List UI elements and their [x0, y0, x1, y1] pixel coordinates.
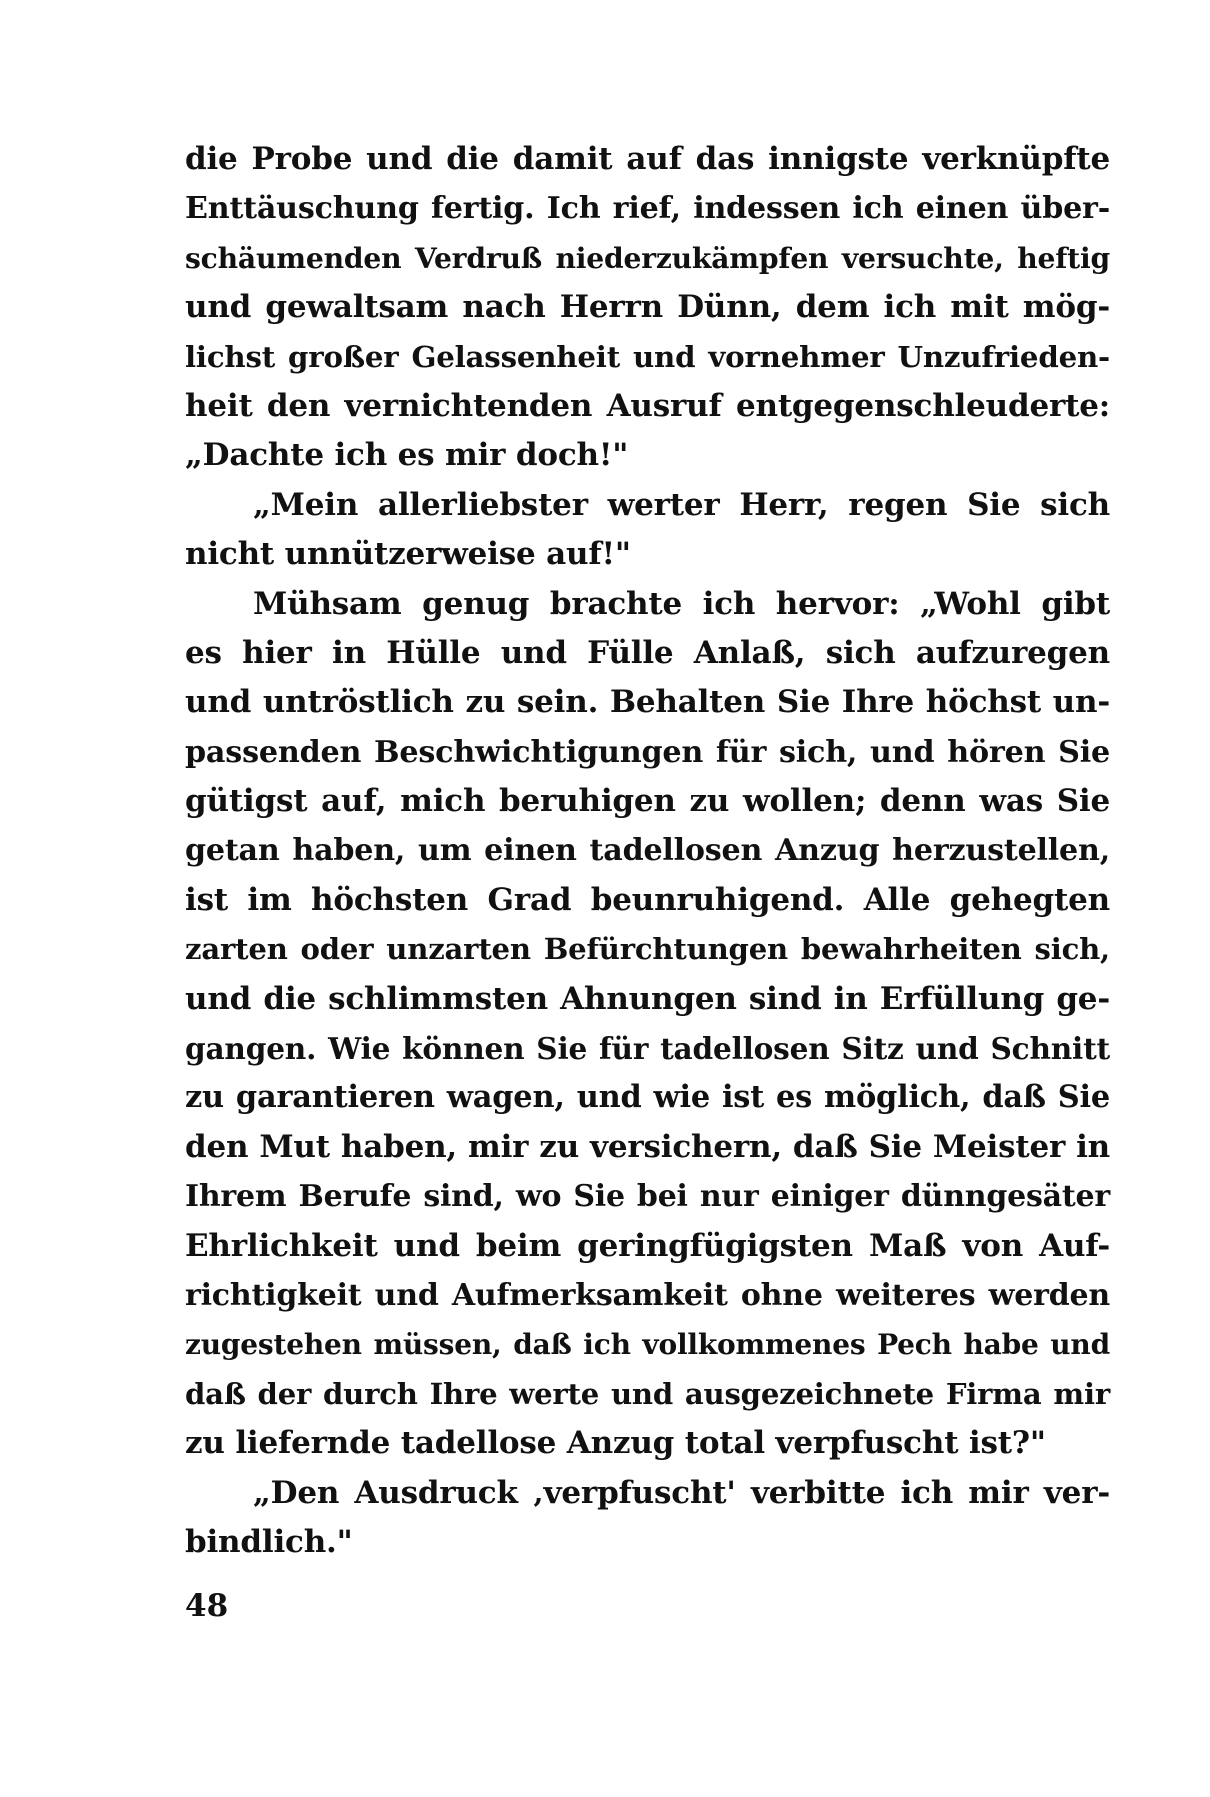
text-line: gütigst auf, mich beruhigen zu wollen; denn was Sie — [185, 783, 1110, 820]
text-line: schäumenden Verdruß niederzukämpfen versuchte, heftig — [185, 241, 1110, 275]
text-line: „Mein allerliebster werter Herr, regen Sie sich — [253, 486, 1110, 523]
text-line: passenden Beschwichtigungen für sich, und hören Sie — [185, 734, 1110, 770]
page-number: 48 — [185, 1588, 229, 1624]
text-line: und untröstlich zu sein. Behalten Sie Ihre höchst un- — [185, 684, 1110, 721]
text-line: ist im höchsten Grad beunruhigend. Alle gehegten — [185, 881, 1110, 918]
text-line: „Den Ausdruck ‚verpfuscht' verbitte ich mir ver- — [253, 1474, 1110, 1511]
text-line: zarten oder unzarten Befürchtungen bewahrheiten sich, — [185, 932, 1110, 967]
text-line: zugestehen müssen, daß ich vollkommenes Pech habe und — [185, 1328, 1110, 1362]
text-line: Enttäuschung fertig. Ich rief, indessen ich einen über- — [185, 191, 1110, 227]
text-line: bindlich." — [185, 1523, 353, 1560]
text-line: die Probe und die damit auf das innigste verknüpfte — [185, 141, 1110, 177]
text-line: zu garantieren wagen, und wie ist es möglich, daß Sie — [185, 1079, 1110, 1116]
text-line: den Mut haben, mir zu versichern, daß Sie Meister in — [185, 1128, 1110, 1165]
text-line: daß der durch Ihre werte und ausgezeichnete Firma mir — [185, 1376, 1110, 1411]
text-line: und gewaltsam nach Herrn Dünn, dem ich mit mög- — [185, 289, 1110, 326]
text-line: getan haben, um einen tadellosen Anzug herzustellen, — [185, 833, 1110, 869]
text-line: und die schlimmsten Ahnungen sind in Erfüllung ge- — [185, 980, 1110, 1017]
text-line: Mühsam genug brachte ich hervor: „Wohl gibt — [253, 585, 1110, 622]
body-text — [185, 135, 1110, 1567]
text-line: nicht unnützerweise auf!" — [185, 536, 631, 573]
text-line: gangen. Wie können Sie für tadellosen Sitz und Schnitt — [185, 1031, 1110, 1067]
text-line: Ihrem Berufe sind, wo Sie bei nur einiger dünngesäter — [185, 1179, 1110, 1215]
text-line: Ehrlichkeit und beim geringfügigsten Maß von Auf- — [185, 1227, 1110, 1264]
text-line: heit den vernichtenden Ausruf entgegenschleuderte: — [185, 387, 1110, 424]
text-line: es hier in Hülle und Fülle Anlaß, sich aufzuregen — [185, 634, 1110, 671]
text-line: „Dachte ich es mir doch!" — [185, 437, 629, 474]
text-line: lichst großer Gelassenheit und vornehmer Unzufrieden- — [185, 339, 1110, 374]
text-line: richtigkeit und Aufmerksamkeit ohne weiteres werden — [185, 1277, 1110, 1313]
text-line: zu liefernde tadellose Anzug total verpfuscht ist?" — [185, 1425, 1046, 1462]
